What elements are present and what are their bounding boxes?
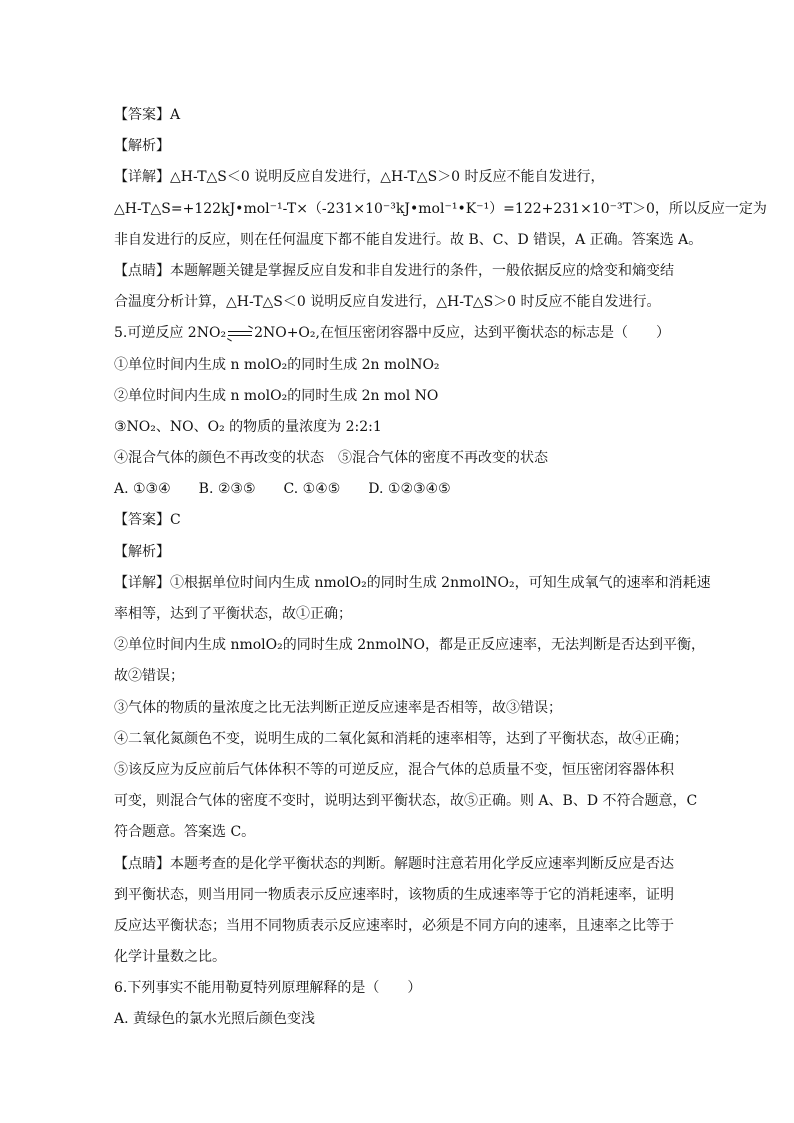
q5-stem-reactant: 5.可逆反应 2NO₂ [114, 325, 227, 342]
q5-comment-line-3: 反应达平衡状态；当用不同物质表示反应速率时，必须是不同方向的速率，且速率之比等于 [114, 917, 674, 934]
q5-detail-line-2: 率相等，达到了平衡状态，故①正确； [114, 606, 352, 622]
q5-detail-line-4: 故②错误； [114, 668, 184, 685]
q5-detail-line-7: ⑤该反应为反应前后气体体积不等的可逆反应，混合气体的总质量不变，恒压密闭容器体积 [114, 761, 674, 778]
q4-analysis-heading: 【解析】 [114, 138, 170, 155]
equilibrium-arrow-icon [228, 328, 252, 338]
q5-item-4-5: ④混合气体的颜色不再改变的状态 ⑤混合气体的密度不再改变的状态 [114, 450, 548, 467]
q5-comment-line-4: 化学计量数之比。 [114, 949, 226, 966]
q5-comment-line-2: 到平衡状态，则当用同一物质表示反应速率时，该物质的生成速率等于它的消耗速率，证明 [114, 886, 674, 903]
q4-detail-line-1: 【详解】△H-T△S＜0 说明反应自发进行，△H-T△S＞0 时反应不能自发进行， [114, 169, 605, 186]
q5-item-1: ①单位时间内生成 n molO₂的同时生成 2n molNO₂ [114, 356, 440, 373]
q5-detail-line-8: 可变，则混合气体的密度不变时，说明达到平衡状态，故⑤正确。则 A、B、D 不符合题意，C [114, 793, 698, 810]
q4-detail-line-3: 非自发进行的反应，则在任何温度下都不能自发进行。故 B、C、D 错误，A 正确。答案选 A。 [114, 231, 703, 248]
q5-stem [114, 318, 689, 349]
q5-item-3: ③NO₂、NO、O₂ 的物质的量浓度为 2:2:1 [114, 418, 382, 435]
q6-stem: 6.下列事实不能用勒夏特列原理解释的是（ ） [114, 980, 422, 997]
q4-detail-line-2: △H-T△S=+122kJ•mol⁻¹-T×（-231×10⁻³kJ•mol⁻¹•K⁻¹）=122+231×10⁻³T＞0，所以反应一定为 [114, 200, 767, 217]
q5-detail-line-9: 符合题意。答案选 C。 [114, 824, 256, 841]
q5-detail-line-1: 【详解】①根据单位时间内生成 nmolO₂的同时生成 2nmolNO₂，可知生成氧气的速率和消耗速 [114, 574, 711, 591]
q5-detail-line-5: ③气体的物质的量浓度之比无法判断正逆反应速率是否相等，故③错误； [114, 699, 562, 716]
q5-options: A. ①③④ B. ②③⑤ C. ①④⑤ D. ①②③④⑤ [114, 481, 451, 498]
q5-stem-rest: 2NO+O₂,在恒压密闭容器中反应，达到平衡状态的标志是（ ） [254, 325, 670, 342]
q5-comment-line-1: 【点睛】本题考查的是化学平衡状态的判断。解题时注意若用化学反应速率判断反应是否达 [114, 855, 674, 872]
q5-item-2: ②单位时间内生成 n molO₂的同时生成 2n mol NO [114, 387, 439, 404]
q5-detail-line-3: ②单位时间内生成 nmolO₂的同时生成 2nmolNO，都是正反应速率，无法判断是否达到平衡， [114, 637, 706, 654]
document-body [114, 100, 767, 1036]
q5-analysis-heading: 【解析】 [114, 543, 170, 560]
q5-detail-line-6: ④二氧化氮颜色不变，说明生成的二氧化氮和消耗的速率相等，达到了平衡状态，故④正确； [114, 730, 688, 747]
q4-answer: 【答案】A [114, 107, 181, 123]
q4-comment-line-1: 【点睛】本题解题关键是掌握反应自发和非自发进行的条件，一般依据反应的焓变和熵变结 [114, 262, 674, 279]
q6-option-a: A. 黄绿色的氯水光照后颜色变浅 [114, 1011, 316, 1028]
q4-comment-line-2: 合温度分析计算，△H-T△S＜0 说明反应自发进行，△H-T△S＞0 时反应不能自发进行。 [114, 294, 661, 311]
q5-answer: 【答案】C [114, 512, 181, 529]
